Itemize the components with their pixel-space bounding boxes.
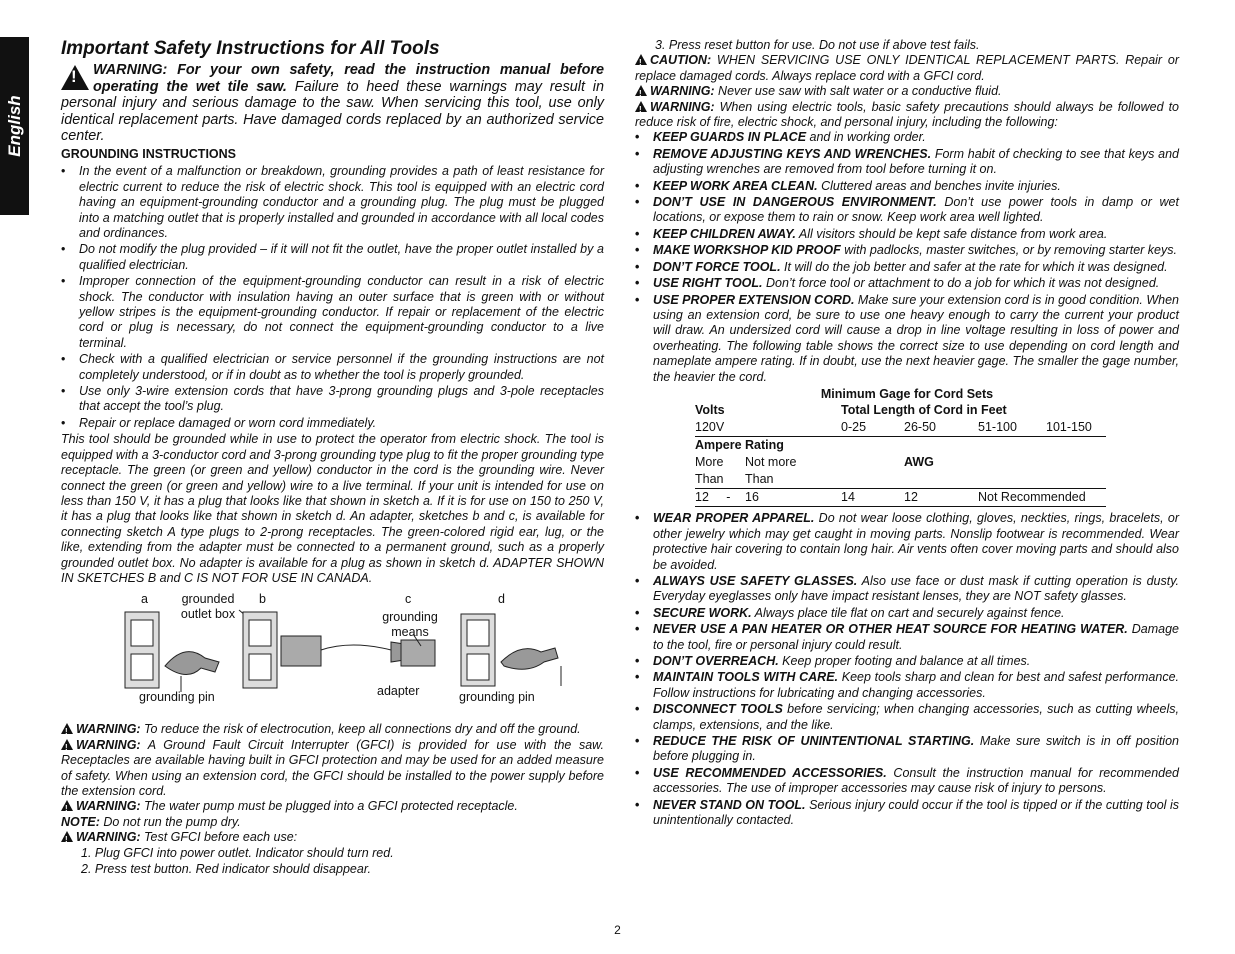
grounded-outlet-box-label: grounded outlet box xyxy=(180,592,236,622)
list-item: • USE RIGHT TOOL. Don’t force tool or attachment to do a job for which it was not designed. xyxy=(635,276,1179,291)
grounding-list xyxy=(61,164,604,431)
list-item: • MAINTAIN TOOLS WITH CARE. Keep tools sharp and clean for best and safest performance. Follow instructions for lubricating and changing accessories. xyxy=(635,670,1179,701)
list-item: • DON’T USE IN DANGEROUS ENVIRONMENT. Don’t use power tools in damp or wet locations, or expose them to rain or snow. Keep work area well lighted. xyxy=(635,195,1179,226)
test-step-3: 3. Press reset button for use. Do not use if above test fails. xyxy=(655,38,980,52)
page-title: Important Safety Instructions for All Tools xyxy=(61,38,440,59)
caution-parts: !CAUTION: WHEN SERVICING USE ONLY IDENTICAL REPLACEMENT PARTS. Repair or replace damaged cords. Always replace cord with a GFCI cord. xyxy=(635,53,1179,84)
warning-triangle-icon xyxy=(635,85,647,96)
warning-test-gfci: !WARNING: Test GFCI before each use: xyxy=(61,830,604,845)
warning-triangle-icon xyxy=(635,101,647,112)
right-column xyxy=(635,38,1179,829)
intro-warning-bold: WARNING: For your own safety, read the instruction manual before operating the wet tile saw. xyxy=(93,62,604,95)
list-item: • Repair or replace damaged or worn cord immediately. xyxy=(61,416,604,431)
list-item: • REMOVE ADJUSTING KEYS AND WRENCHES. Form habit of checking to see that keys and adjusting wrenches are removed from tool before turning it on. xyxy=(635,147,1179,178)
list-item: • KEEP WORK AREA CLEAN. Cluttered areas and benches invite injuries. xyxy=(635,179,1179,194)
sketch-label-c: c xyxy=(405,592,412,607)
list-item: • DISCONNECT TOOLS before servicing; when changing accessories, such as cutting wheels, clamps, extensions, and the like. xyxy=(635,702,1179,733)
test-steps xyxy=(61,846,604,878)
list-item: 2. Press test button. Red indicator should disappear. xyxy=(81,862,371,876)
grounding-means-label: grounding means xyxy=(382,610,438,640)
list-item: • DON’T FORCE TOOL. It will do the job better and safer at the rate for which it was designed. xyxy=(635,260,1179,275)
list-item: • WEAR PROPER APPAREL. Do not wear loose clothing, gloves, neckties, rings, bracelets, or other jewelry which may get caught in moving parts. Nonslip footwear is recommended. Wear protective hair covering to contain long hair. Air vents often cover moving parts and should also be avoided. xyxy=(635,511,1179,573)
sketch-label-a: a xyxy=(141,592,148,607)
warning-triangle-icon xyxy=(61,800,73,811)
grounding-heading: GROUNDING INSTRUCTIONS xyxy=(61,146,236,161)
list-item: 1. Plug GFCI into power outlet. Indicator should turn red. xyxy=(81,845,394,860)
grounding-pin-label-1: grounding pin xyxy=(139,690,215,705)
warning-basic-precautions: !WARNING: When using electric tools, basic safety precautions should always be followed to reduce risk of fire, electric shock, and personal injury, including the following: xyxy=(635,100,1179,131)
safety-list-b xyxy=(635,511,1179,828)
list-item: • NEVER USE A PAN HEATER OR OTHER HEAT SOURCE FOR HEATING WATER. Damage to the tool, fire or personal injury could result. xyxy=(635,622,1179,653)
safety-list-a xyxy=(635,130,1179,385)
warning-triangle-icon xyxy=(635,54,647,65)
warning-triangle-icon xyxy=(61,831,73,842)
list-item: • USE PROPER EXTENSION CORD. Make sure your extension cord is in good condition. When using an extension cord, be sure to use one heavy enough to carry the current your product will draw. An undersized cord will cause a drop in line voltage resulting in loss of power and overheating. The following table shows the correct size to use depending on cord length and nameplate ampere rating. If in doubt, use the next heavier gage. The smaller the gage number, the heavier the cord. xyxy=(635,293,1179,385)
sketch-label-b: b xyxy=(259,592,266,607)
list-item: • Use only 3-wire extension cords that have 3-prong grounding plugs and 3-pole receptacles that accept the tool’s plug. xyxy=(61,384,604,415)
list-item: • Check with a qualified electrician or service personnel if the grounding instructions are not completely understood, or if in doubt as to whether the tool is properly grounded. xyxy=(61,352,604,383)
warning-triangle-icon xyxy=(61,65,89,90)
warning-salt-water: !WARNING: Never use saw with salt water or a conductive fluid. xyxy=(635,84,1179,99)
warning-gfci: !WARNING: A Ground Fault Circuit Interrupter (GFCI) is provided for use with the saw. Receptacles are available having built in GFCI protection and may be used for an added measure of safety. When using an extension cord, the GFCI should be installed to the power supply before the extension cord. xyxy=(61,738,604,800)
list-item: • In the event of a malfunction or breakdown, grounding provides a path of least resistance for electric current to reduce the risk of electric shock. This tool is equipped with an electric cord having an equipment-grounding conductor and a grounding plug. The plug must be plugged into a matching outlet that is properly installed and grounded in accordance with all local codes and ordinances. xyxy=(61,164,604,241)
intro-warning-text: Failure to heed these warnings may result in personal injury and serious damage to the saw. When servicing this tool, use only identical replacement parts. Have damaged cords replaced by an authorized service center. xyxy=(61,78,604,145)
adapter-label: adapter xyxy=(377,684,420,699)
page-number: 2 xyxy=(614,923,621,937)
list-item: • REDUCE THE RISK OF UNINTENTIONAL STARTING. Make sure switch is in off position before plugging in. xyxy=(635,734,1179,765)
cord-gage-table xyxy=(635,387,1179,507)
list-item: • SECURE WORK. Always place tile flat on cart and securely against fence. xyxy=(635,606,1179,621)
list-item: • KEEP CHILDREN AWAY. All visitors should be kept safe distance from work area. xyxy=(635,227,1179,242)
list-item: • KEEP GUARDS IN PLACE and in working order. xyxy=(635,130,1179,145)
cord-table: Volts Total Length of Cord in Feet 120V 0-25 26-50 51-100 101-150 Ampere Rating More Not more AWG Than Than 12 - 16 14 12 Not Recommended xyxy=(695,402,1106,507)
warning-triangle-icon xyxy=(61,723,73,734)
list-item: • Do not modify the plug provided – if it will not fit the outlet, have the proper outlet installed by a qualified electrician. xyxy=(61,242,604,273)
outlet-sketches xyxy=(121,606,591,696)
warning-pump: !WARNING: The water pump must be plugged into a GFCI protected receptacle. xyxy=(61,799,604,814)
warning-electrocution: !WARNING: To reduce the risk of electrocution, keep all connections dry and off the ground. xyxy=(61,722,604,737)
language-tab xyxy=(0,37,29,215)
intro-warning xyxy=(61,62,604,145)
grounding-pin-label-2: grounding pin xyxy=(459,690,535,705)
list-item: • Improper connection of the equipment-grounding conductor can result in a risk of electric shock. The conductor with insulation having an outer surface that is green with or without yellow stripes is the equipment-grounding conductor. If repair or replacement of the electric cord or plug is necessary, do not connect the equipment-grounding conductor to a live terminal. xyxy=(61,274,604,351)
language-tab-label: English xyxy=(4,95,24,157)
list-item: • ALWAYS USE SAFETY GLASSES. Also use face or dust mask if cutting operation is dusty. Everyday eyeglasses only have impact resistant lenses, they are NOT safety glasses. xyxy=(635,574,1179,605)
cord-table-caption: Minimum Gage for Cord Sets xyxy=(820,386,994,401)
sketch-label-d: d xyxy=(498,592,505,607)
warning-triangle-icon xyxy=(61,739,73,750)
list-item: • DON’T OVERREACH. Keep proper footing and balance at all times. xyxy=(635,654,1179,669)
note: NOTE: Do not run the pump dry. xyxy=(61,814,241,829)
list-item: • USE RECOMMENDED ACCESSORIES. Consult the instruction manual for recommended accessories. The use of improper accessories may cause risk of injury to persons. xyxy=(635,766,1179,797)
list-item: • NEVER STAND ON TOOL. Serious injury could occur if the tool is tipped or if the cutting tool is unintentionally contacted. xyxy=(635,798,1179,829)
grounding-paragraph: This tool should be grounded while in use to protect the operator from electric shock. The tool is equipped with a 3-conductor cord and 3-prong grounding type plug to fit the proper grounding type receptacle. The green (or green and yellow) conductor in the cord is the grounding wire. Never connect the green (or green and yellow) wire to a live terminal. If your unit is intended for use on less than 150 V, it has a plug that looks like that shown in sketch a. If it is for use on 150 to 250 V, it has a plug that looks like that shown in sketch d. An adapter, sketches b and c, is available for connecting sketch A type plugs to 2-prong receptacles. The green-colored rigid ear, lug, or the like, extending from the adapter must be connected to a permanent ground, such as a properly grounded outlet box. No adapter is available for a plug as shown in sketch d. ADAPTER SHOWN IN SKETCHES B and C IS NOT FOR USE IN CANADA. xyxy=(61,432,604,585)
grounding-diagram xyxy=(61,592,604,712)
list-item: • MAKE WORKSHOP KID PROOF with padlocks, master switches, or by removing starter keys. xyxy=(635,243,1179,258)
left-column xyxy=(61,38,604,878)
